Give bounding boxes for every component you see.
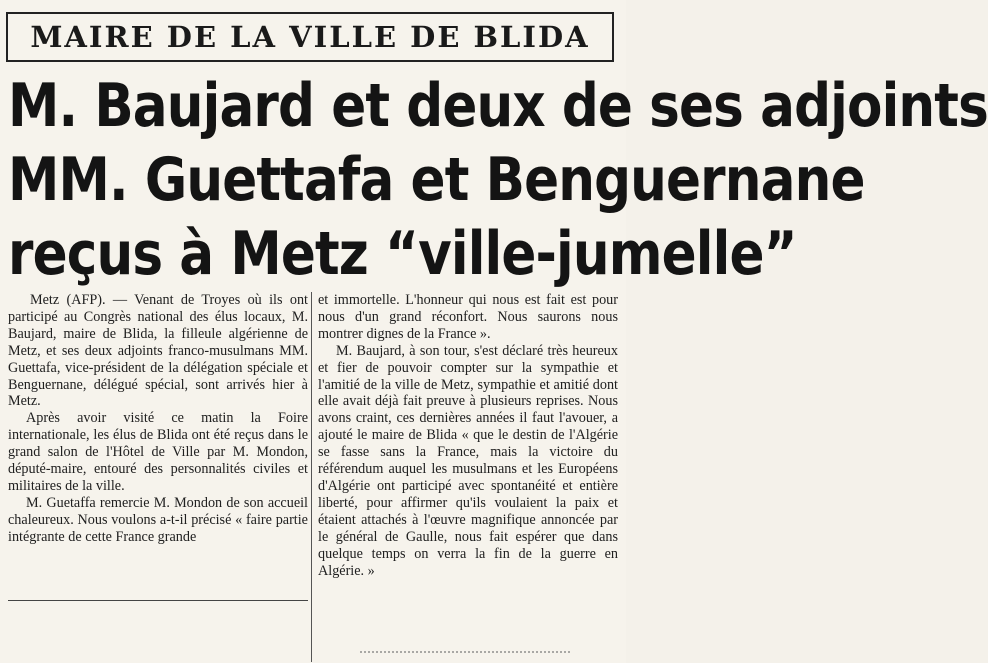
paragraph: Metz (AFP). — Venant de Troyes où ils ont participé au Congrès national des élus locaux, M. Baujard, maire de Blida, la filleule algérienne de Metz, et ses deux adjoints franco-musulmans MM. Guettafa, vice-président de la délégation spéciale et Benguernane, délégué spécial, sont arrivés hier à Metz. bbox=[8, 292, 308, 410]
kicker: MAIRE DE LA VILLE DE BLIDA bbox=[30, 20, 590, 54]
headline-line-3: reçus à Metz “ville-jumelle” bbox=[8, 219, 797, 289]
headline-line-1: M. Baujard et deux de ses adjoints bbox=[8, 71, 988, 141]
paragraph: M. Guetaffa remercie M. Mondon de son accueil chaleureux. Nous voulons a-t-il précisé « faire partie intégrante de cette France grande bbox=[8, 494, 308, 545]
left-column bbox=[8, 292, 308, 546]
column-divider bbox=[311, 292, 312, 662]
paragraph: et immortelle. L'honneur qui nous est fait est pour nous d'un grand réconfort. Nous saurons nous montrer dignes de la France ». bbox=[318, 292, 618, 342]
right-column bbox=[318, 292, 618, 579]
column-end-rule bbox=[8, 600, 308, 601]
cut-off-text-edge bbox=[360, 651, 570, 663]
headline-line-2: MM. Guettafa et Benguernane bbox=[8, 145, 865, 215]
paragraph: Après avoir visité ce matin la Foire internationale, les élus de Blida ont été reçus dans le grand salon de l'Hôtel de Ville par M. Mondon, député-maire, entouré des personnalités civiles et militaires de la ville. bbox=[8, 410, 308, 494]
paragraph: M. Baujard, à son tour, s'est déclaré très heureux et fier de pouvoir compter sur la sympathie et l'amitié de la ville de Metz, sympathie et amitié dont elle avait déjà fait preuve à plusieurs reprises. Nous avons craint, ces dernières années il faut l'avouer, a ajouté le maire de Blida « que le destin de l'Algérie se fasse sans la France, mais la victoire du référendum auquel les musulmans et les Européens d'Algérie ont participé avec spontanéité et entière liberté, pour affirmer qu'ils voulaient la paix et étaient attachés à l'œuvre magnifique annoncée par le général de Gaulle, nous fait espérer que dans quelque temps on verra la fin de la guerre en Algérie. » bbox=[318, 342, 618, 579]
